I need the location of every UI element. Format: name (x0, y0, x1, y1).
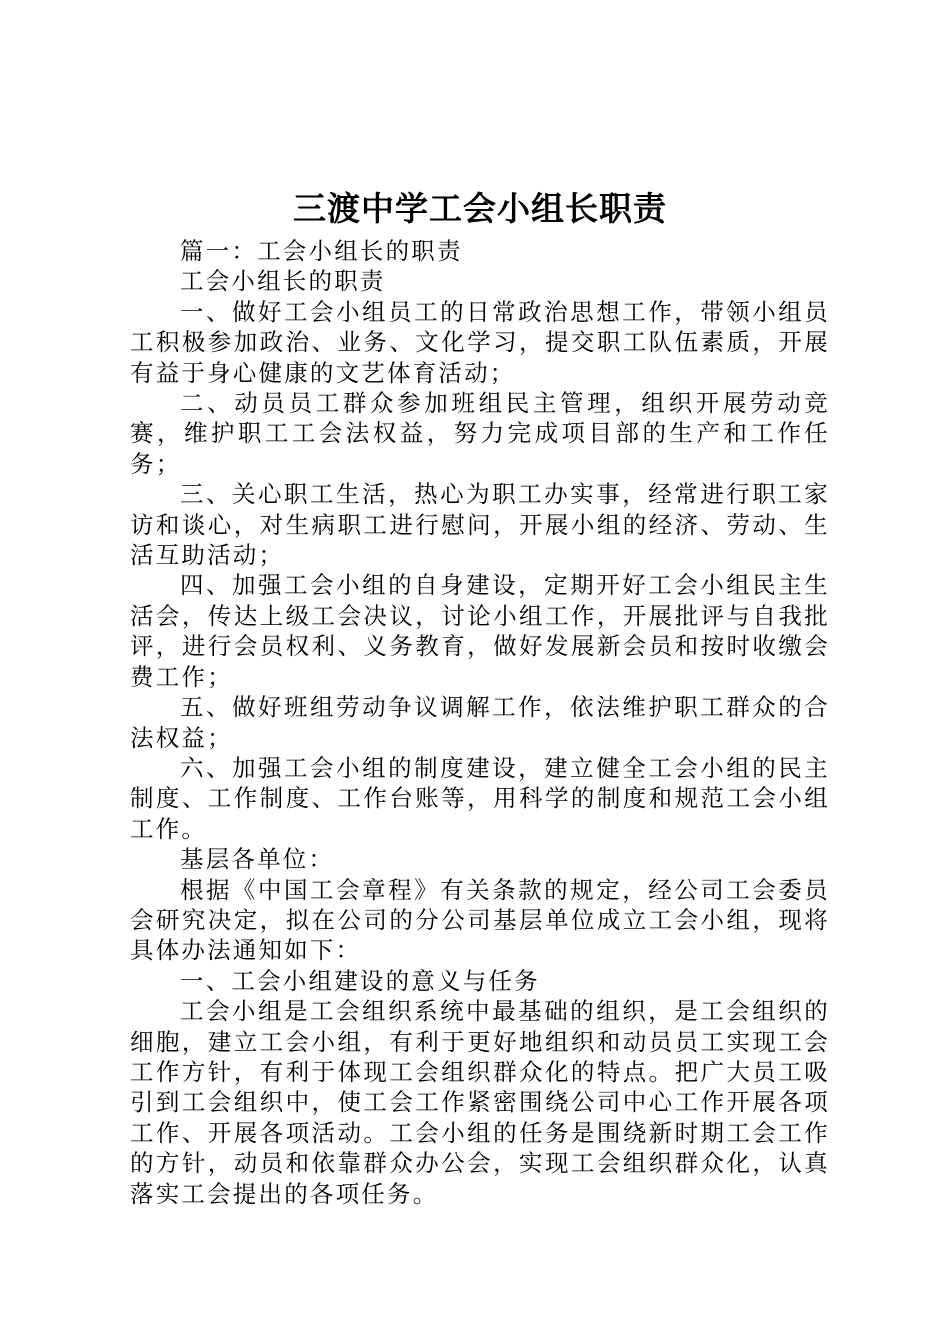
paragraph-3: 一、做好工会小组员工的日常政治思想工作，带领小组员工积极参加政治、业务、文化学习，提交职工队伍素质，开展有益于身心健康的文艺体育活动； (130, 297, 830, 387)
paragraph-11: 一、工会小组建设的意义与任务 (180, 966, 540, 995)
paragraph-6: 四、加强工会小组的自身建设，定期开好工会小组民主生活会，传达上级工会决议，讨论小组工作，开展批评与自我批评，进行会员权利、义务教育，做好发展新会员和按时收缴会费工作； (130, 571, 830, 691)
paragraph-10: 根据《中国工会章程》有关条款的规定，经公司工会委员会研究决定，拟在公司的分公司基层单位成立工会小组，现将具体办法通知如下： (130, 875, 830, 965)
paragraph-2: 工会小组长的职责 (180, 267, 386, 296)
paragraph-12: 工会小组是工会组织系统中最基础的组织，是工会组织的细胞，建立工会小组，有利于更好地组织和动员员工实现工会工作方针，有利于体现工会组织群众化的特点。把广大员工吸引到工会组织中，使工会工作紧密围绕公司中心工作开展各项工作、开展各项活动。工会小组的任务是围绕新时期工会工作的方针，动员和依靠群众办公会，实现工会组织群众化，认真落实工会提出的各项任务。 (130, 997, 830, 1208)
document-page (130, 184, 830, 1209)
document-title: 三渡中学工会小组长职责 (293, 189, 667, 228)
paragraph-9: 基层各单位： (180, 845, 335, 874)
paragraph-4: 二、动员员工群众参加班组民主管理，组织开展劳动竞赛，维护职工工会法权益，努力完成项目部的生产和工作任务； (130, 389, 830, 478)
paragraph-5: 三、关心职工生活，热心为职工办实事，经常进行职工家访和谈心，对生病职工进行慰问，开展小组的经济、劳动、生活互助活动； (130, 480, 830, 570)
paragraph-7: 五、做好班组劳动争议调解工作，依法维护职工群众的合法权益； (130, 693, 830, 752)
paragraph-8: 六、加强工会小组的制度建设，建立健全工会小组的民主制度、工作制度、工作台账等，用科学的制度和规范工会小组工作。 (130, 753, 830, 843)
paragraph-1: 篇一：工会小组长的职责 (180, 237, 463, 265)
